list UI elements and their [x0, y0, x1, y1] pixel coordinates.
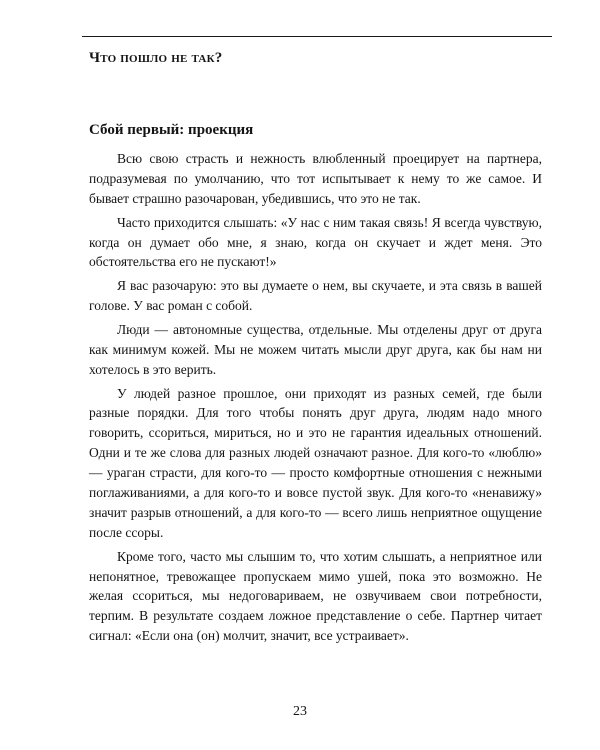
- paragraph: Люди — автономные существа, отдельные. Мы отделены друг от друга как минимум кожей. Мы не можем читать мысли друг друга, как бы нам ни хотелось в это верить.: [89, 321, 542, 377]
- paragraph: Всю свою страсть и нежность влюбленный проецирует на партнера, подразумевая по умолчанию, что тот испытывает к нему то же самое. И бывает страшно разочарован, убедившись, что это не так.: [89, 151, 542, 206]
- paragraph: Кроме того, часто мы слышим то, что хотим слышать, а неприятное или непонятное, тревожащее пропускаем мимо ушей, пока это возможно. Не желая ссориться, мы недоговариваем, не озвучиваем свои потребности, терпим. В результате создаем ложное представление о себе. Партнер читает сигнал: «Если она (он) молчит, значит, все устраивает».: [89, 548, 542, 644]
- paragraph: Я вас разочарую: это вы думаете о нем, вы скучаете, и эта связь в вашей голове. У вас роман с собой.: [89, 278, 542, 314]
- chapter-title: Что пошло не так?: [89, 50, 223, 66]
- section-title: Сбой первый: проекция: [89, 122, 254, 138]
- body-text: [89, 149, 542, 650]
- paragraph: Часто приходится слышать: «У нас с ним такая связь! Я всегда чувствую, когда он думает обо мне, я знаю, когда он скучает и ждет меня. Это обстоятельства его не пускают!»: [89, 214, 542, 270]
- paragraph: У людей разное прошлое, они приходят из разных семей, где были разные порядки. Для того чтобы понять друг друга, людям надо много говорить, ссориться, мириться, но и это не гарантия идеальных отношений. Одни и те же слова для разных людей означают разное. Для кого-то «люблю» — ураган страсти, для кого-то — просто комфортные отношения с нежными поглаживаниями, а для кого-то и вовсе пустой звук. Для кого-то «ненавижу» значит разрыв отношений, а для кого-то — всего лишь неприятное ощущение после ссоры.: [89, 385, 542, 540]
- page-number: 23: [293, 704, 307, 719]
- header-rule: [82, 36, 552, 37]
